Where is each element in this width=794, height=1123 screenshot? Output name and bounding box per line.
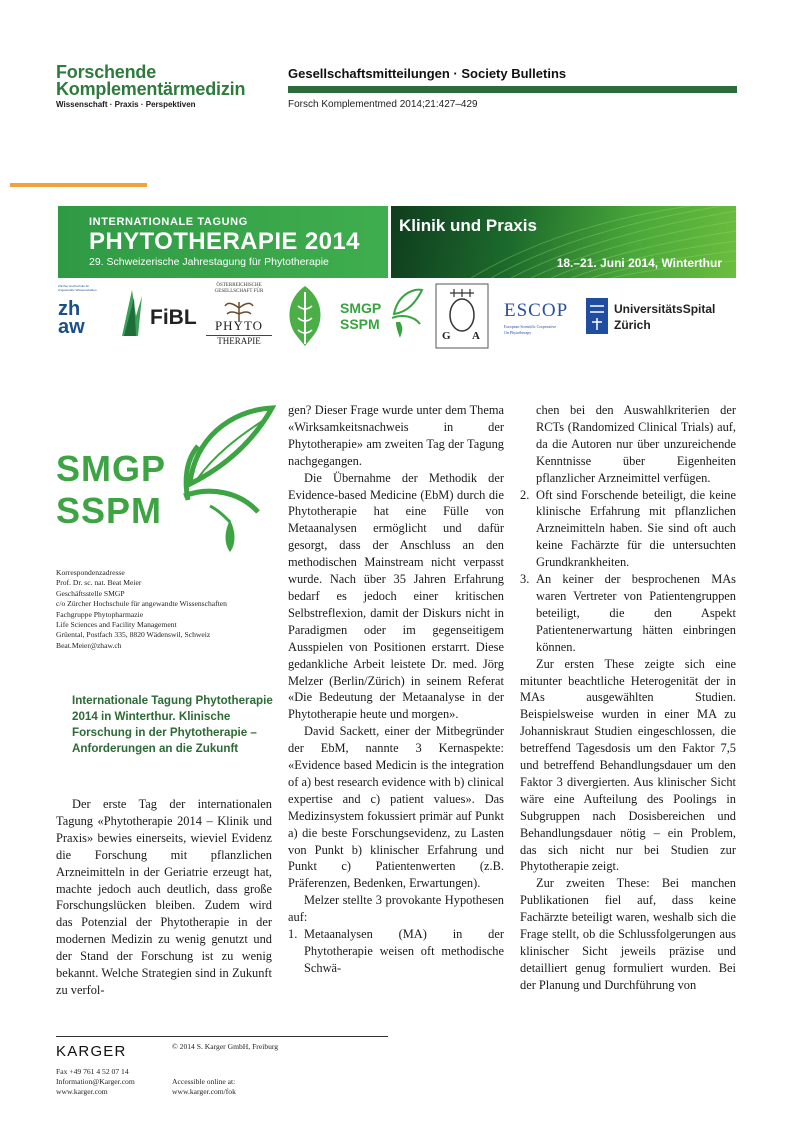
corr-line: Fachgruppe Phytopharmazie [56, 609, 144, 619]
fibl-logo [116, 280, 198, 352]
journal-name-line1: Forschende [56, 62, 157, 82]
ga-letter-g: G [442, 330, 451, 342]
corr-line: Life Sciences and Facility Management [56, 620, 177, 630]
zhaw-logo [58, 280, 114, 352]
hypotheses-list-cont [520, 402, 736, 656]
paragraph: gen? Dieser Frage wurde unter dem Thema «Wirksamkeitsnachweis in der Phytotherapie» am zweiten Tag der Tagung nachgegangen. [288, 403, 504, 468]
usz-logo [584, 280, 736, 352]
ga-logo [432, 280, 492, 352]
usz-shield-icon [586, 298, 608, 334]
oegp-line4: THERAPIE [206, 335, 272, 346]
escop-sub2: On Phytotherapy [504, 330, 532, 335]
journal-logo [56, 64, 276, 109]
event-subtitle: INTERNATIONALE TAGUNG [89, 216, 248, 228]
access-label: Accessible online at: [172, 1077, 236, 1086]
usz-line2: Zürich [614, 318, 651, 332]
list-text: chen bei den Auswahlkriterien der RCTs (Randomized Clinical Trials) auf, da die Autoren nur über unzureichende Kenntnisse über Eigenheiten pflanzlicher Arzneimittel verfügen. [536, 403, 736, 485]
footer-rule [56, 1036, 388, 1037]
smgp-small-logo [338, 280, 426, 352]
list-item [520, 487, 736, 572]
fibl-text: FiBL [150, 306, 197, 329]
paragraph: Zur zweiten These: Bei manchen Publikationen fiel auf, dass keine Fachärzte beteiligt waren, weshalb sich die Frage stellt, ob die Schlussfolgerungen aus klinischer Sicht jeweils präzise und detailliert genug formuliert wurden. Bei der Planung und Durchführung von [520, 876, 736, 992]
herb-leaf-logo [278, 280, 334, 352]
list-item [288, 926, 504, 977]
banner-dates: 18.–21. Juni 2014, Winterthur [556, 256, 722, 270]
leaf-caduceus-icon [280, 284, 330, 348]
paragraph: Die Übernahme der Methodik der Evidence-based Medicine (EbM) durch die Phytotherapie hat eine Fülle von Metaanalysen ermöglicht und dafür gesorgt, dass der Anschluss an den methodischen Mainstream nicht verpasst wurde. Nach über 35 Jahren Erfahrung bedarf es jedoch einer kritischen Selbstreflexion, damit der Diskurs nicht in Paradigmen oder im gegenseitigem Ausspielen von Positionen erstarrt. Diese gedankliche Arbeit leistete Dr. med. Jörg Melzer (Berlin/Zürich) in seinem Referat «Die Bedeutung der Metaanalyse in der Phytotherapie heute und morgen». [288, 470, 504, 722]
smgp-leaf-icon [180, 400, 276, 560]
publisher-contact [56, 1067, 135, 1098]
citation: Forsch Komplementmed 2014;21:427–429 [288, 99, 478, 110]
section-title: Gesellschaftsmitteilungen · Society Bulletins [288, 66, 567, 81]
list-number: 1. [288, 927, 298, 942]
access-url[interactable]: www.karger.com/fok [172, 1087, 236, 1097]
article-title: Internationale Tagung Phytotherapie 2014 in Winterthur. Klinische Forschung in der Phytotherapie – Anforderungen an die Zukunft [72, 694, 273, 755]
corr-line: Geschäftsstelle SMGP [56, 588, 125, 598]
list-text: Oft sind Forschende beteiligt, die keine klinische Erfahrung mit pflanzlichen Arzneimitteln haben. Sie sind oft auch keine Fachärzte für die untersuchten Grundkrankheiten. [536, 487, 736, 570]
copyright: © 2014 S. Karger GmbH, Freiburg [172, 1042, 279, 1051]
publisher-web: www.karger.com [56, 1087, 108, 1097]
oegp-logo [206, 280, 272, 352]
corr-line: Prof. Dr. sc. nat. Beat Meier [56, 578, 142, 588]
journal-name-line2: Komplementärmedizin [56, 79, 246, 99]
escop-sub1: European Scientific Cooperative [504, 324, 557, 329]
smgp-small-line1: SMGP [340, 300, 382, 316]
corr-email: Beat.Meier@zhaw.ch [56, 640, 122, 650]
zhaw-small-text: Zürcher Hochschule für Angewandte Wissenschaften [58, 284, 97, 292]
event-title: PHYTOTHERAPIE 2014 [89, 228, 360, 255]
smgp-logo-line2: SSPM [56, 490, 163, 531]
list-item [520, 402, 736, 487]
publisher-fax: Fax +49 761 4 52 07 14 [56, 1067, 129, 1076]
oegp-line1: ÖSTERREICHISCHE [216, 283, 262, 288]
fibl-leaf-icon [118, 286, 150, 338]
paragraph: David Sackett, einer der Mitbegründer der EbM, nannte 3 Kernaspekte: «Evidence based Medicin is the integration of a) best research evidence with b) clinical expertise and c) patient values». Das Medizinsystem fokussiert primär auf Punkt a) die beste Forschungsevidenz, zu Lasten von Punkt b) klinischer Erfahrung und Punkt c) Patientenwerten (z.B. Präferenzen, Bedenken, Erwartungen). [288, 724, 504, 891]
zhaw-line1: zh [58, 298, 81, 320]
list-text: An keiner der besprochenen MAs waren Vertreter von Patientengruppen beteiligt, die den Aspekt Patientenerwartung hätten einbringen können. [536, 572, 736, 654]
correspondence-address [56, 568, 276, 651]
banner-right [391, 206, 736, 278]
list-item [520, 571, 736, 656]
oegp-line3: PHYTO [214, 318, 264, 333]
paragraph: Der erste Tag der internationalen Tagung «Phytotherapie 2014 – Klinik und Praxis» bewies einerseits, wieviel Evidenz die Forschung mit pflanzlichen Arzneimitteln in der Geriatrie erzeugt hat, machte jedoch auch deutlich, dass große Forschungslücken bleiben. Zudem wird das Potenzial der Phytotherapie in der modernen Medizin zu wenig genutzt und der Stand der Forschung ist zu wenig bekannt. Welche Strategien sind in Zukunft zu verfol- [56, 797, 272, 997]
smgp-small-line2: SSPM [340, 316, 380, 332]
list-number: 2. [520, 487, 530, 502]
banner-right-title: Klinik und Praxis [399, 216, 537, 235]
smgp-logo-line1: SMGP [56, 448, 167, 489]
list-number: 3. [520, 572, 530, 587]
usz-line1: UniversitätsSpital [614, 302, 716, 316]
online-access [172, 1077, 236, 1097]
corr-line: Grüental, Postfach 335, 8820 Wädenswil, Schweiz [56, 630, 211, 640]
text-column-3 [520, 402, 736, 994]
partner-logos [58, 280, 736, 352]
ga-letter-a: A [472, 330, 480, 342]
journal-tagline: Wissenschaft · Praxis · Perspektiven [56, 100, 196, 109]
list-text: Metaanalysen (MA) in der Phytotherapie weisen oft methodische Schwä- [304, 927, 504, 975]
publisher-logo: KARGER [56, 1043, 127, 1060]
text-column-1 [56, 796, 272, 999]
smgp-logo [56, 400, 276, 560]
event-banner [58, 206, 736, 278]
smgp-small-leaf-icon [388, 284, 424, 340]
text-column-2 [288, 402, 504, 977]
corr-line: Korrespondenzadresse [56, 568, 125, 577]
escop-text: ESCOP [504, 300, 569, 321]
section-rule [288, 86, 737, 93]
paragraph: Zur ersten These zeigte sich eine mitunter beachtliche Heterogenität der in MAs ausgewählten Studien. Beispielsweise wurden in einer MA zu Johanniskraut Studien eingeschlossen, die betreffend Tagesdosis um den Faktor 7,5 und betreffend Behandlungsdauer um den Faktor 3 divergierten. Aus klinischer Sicht wäre eine Aufteilung des Poolings in Subgruppen nach Dosisbereichen und Behandlungsdauer nötig – ein Problem, das sich nicht nur bei Studien zur Phytotherapie zeigt. [520, 656, 736, 874]
zhaw-line2: aw [58, 316, 85, 338]
banner-left [58, 206, 388, 278]
hypotheses-list [288, 926, 504, 977]
event-line: 29. Schweizerische Jahrestagung für Phytotherapie [89, 256, 329, 268]
escop-logo [502, 280, 580, 352]
orange-rule [10, 183, 147, 187]
paragraph: Melzer stellte 3 provokante Hypothesen auf: [288, 893, 504, 925]
publisher-email: Information@Karger.com [56, 1077, 135, 1087]
oegp-line2: GESELLSCHAFT FÜR [214, 289, 264, 294]
corr-line: c/o Zürcher Hochschule für angewandte Wissenschaften [56, 599, 227, 609]
